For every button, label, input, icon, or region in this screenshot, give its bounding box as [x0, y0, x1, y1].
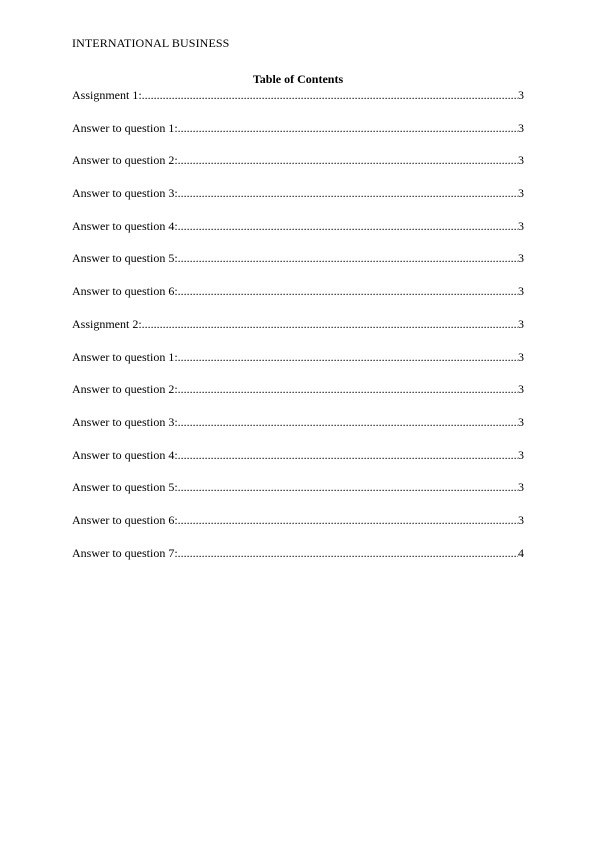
toc-list [72, 88, 524, 578]
toc-entry-label: Answer to question 5: [72, 251, 178, 266]
toc-entry-label: Answer to question 5: [72, 480, 178, 495]
toc-page-number: 3 [518, 153, 524, 168]
toc-page-number: 3 [518, 88, 524, 102]
toc-entry-label: Answer to question 3: [72, 414, 178, 429]
toc-dot-leader [178, 382, 518, 396]
toc-dot-leader [178, 186, 518, 200]
toc-dot-leader [178, 251, 518, 265]
toc-entry-a2-question-2[interactable] [72, 382, 524, 396]
toc-dot-leader [178, 513, 518, 527]
toc-entry-label: Answer to question 4: [72, 218, 178, 233]
toc-entry-a2-question-3[interactable] [72, 415, 524, 429]
toc-page-number: 3 [518, 284, 524, 299]
toc-entry-a2-question-4[interactable] [72, 448, 524, 462]
toc-page-number: 3 [518, 218, 524, 233]
toc-page-number: 3 [518, 382, 524, 397]
toc-page-number: 3 [518, 480, 524, 495]
toc-title: Table of Contents [252, 72, 344, 86]
toc-dot-leader [178, 448, 518, 462]
toc-page-number: 3 [518, 414, 524, 429]
toc-entry-label: Answer to question 1: [72, 349, 178, 364]
toc-page-number: 3 [518, 447, 524, 462]
toc-entry-label: Answer to question 6: [72, 284, 178, 299]
toc-dot-leader [178, 480, 518, 494]
toc-entry-label: Answer to question 7: [72, 545, 178, 560]
toc-entry-a2-question-7[interactable] [72, 546, 524, 560]
toc-entry-a1-question-6[interactable] [72, 284, 524, 298]
toc-entry-assignment-1[interactable] [72, 88, 524, 102]
toc-entry-a2-question-6[interactable] [72, 513, 524, 527]
toc-dot-leader [178, 219, 518, 233]
toc-dot-leader [142, 317, 518, 331]
toc-entry-a1-question-2[interactable] [72, 153, 524, 167]
toc-entry-a1-question-4[interactable] [72, 219, 524, 233]
toc-entry-a2-question-1[interactable] [72, 350, 524, 364]
toc-dot-leader [178, 350, 518, 364]
toc-entry-label: Assignment 2: [72, 316, 142, 331]
toc-entry-a1-question-3[interactable] [72, 186, 524, 200]
toc-page-number: 3 [518, 316, 524, 331]
toc-page-number: 3 [518, 349, 524, 364]
toc-dot-leader [178, 153, 518, 167]
toc-page-number: 3 [518, 186, 524, 201]
toc-entry-label: Answer to question 2: [72, 153, 178, 168]
toc-entry-label: Answer to question 6: [72, 512, 178, 527]
toc-dot-leader [178, 284, 518, 298]
toc-entry-label: Answer to question 2: [72, 382, 178, 397]
toc-entry-label: Answer to question 3: [72, 186, 178, 201]
toc-dot-leader [178, 546, 518, 560]
running-head: INTERNATIONAL BUSINESS [72, 36, 230, 50]
toc-dot-leader [142, 88, 518, 102]
toc-entry-label: Answer to question 1: [72, 120, 178, 135]
toc-entry-label: Assignment 1: [72, 88, 142, 102]
toc-entry-assignment-2[interactable] [72, 317, 524, 331]
toc-entry-a1-question-1[interactable] [72, 121, 524, 135]
toc-page-number: 3 [518, 251, 524, 266]
toc-page-number: 3 [518, 512, 524, 527]
toc-dot-leader [178, 121, 518, 135]
toc-dot-leader [178, 415, 518, 429]
toc-entry-a2-question-5[interactable] [72, 480, 524, 494]
toc-page-number: 3 [518, 120, 524, 135]
toc-entry-label: Answer to question 4: [72, 447, 178, 462]
toc-page-number: 4 [518, 545, 524, 560]
toc-entry-a1-question-5[interactable] [72, 251, 524, 265]
